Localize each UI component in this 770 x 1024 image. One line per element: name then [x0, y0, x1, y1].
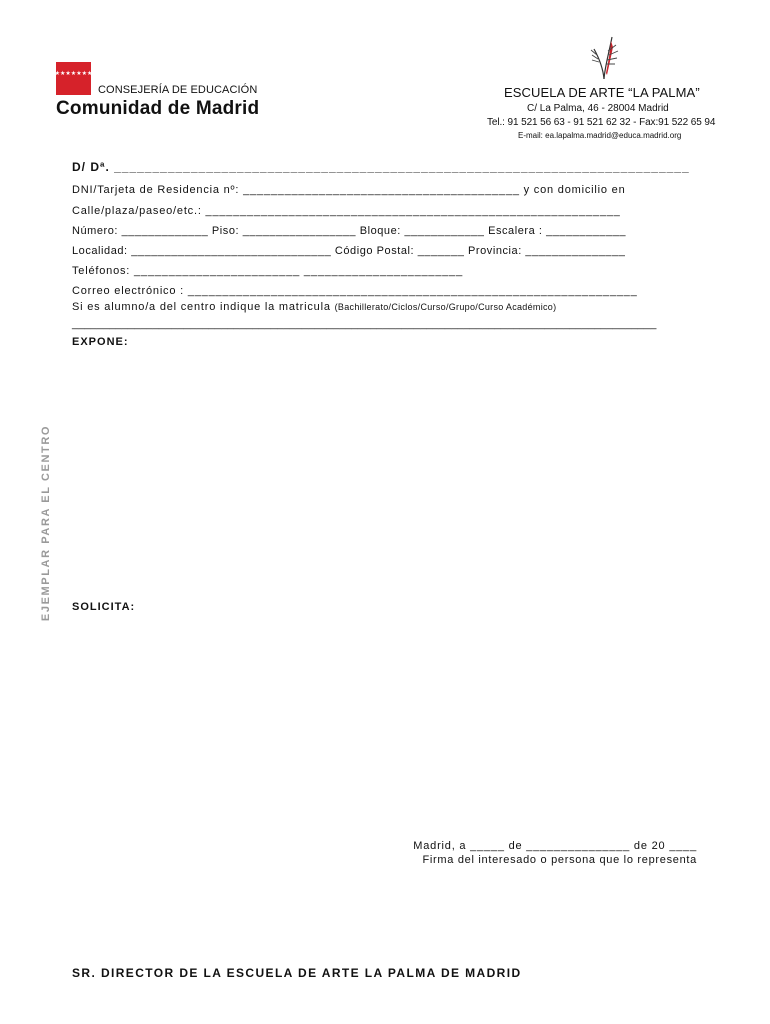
consejeria-label: CONSEJERÍA DE EDUCACIÓN: [98, 84, 258, 96]
number-floor-block-field[interactable]: Número: _____________ Piso: _________________ Bloque: ____________ Escalera : ____________: [72, 225, 627, 237]
expone-heading: EXPONE:: [72, 336, 129, 348]
email-field[interactable]: Correo electrónico : _________________________________________________________________: [72, 285, 638, 297]
signature-caption: Firma del interesado o persona que lo representa: [422, 854, 697, 866]
date-line[interactable]: Madrid, a _____ de _______________ de 20 ____: [413, 840, 697, 852]
school-email: E-mail: ea.lapalma.madrid@educa.madrid.org: [518, 131, 682, 140]
school-phones: Tel.: 91 521 56 63 - 91 521 62 32 - Fax:91 522 65 94: [487, 117, 716, 128]
locality-postal-province-field[interactable]: Localidad: ______________________________ Código Postal: _______ Provincia: _______________: [72, 245, 626, 257]
expone-text-area[interactable]: [72, 352, 696, 592]
student-question-text: Si es alumno/a del centro indique la matricula: [72, 301, 331, 313]
solicita-heading: SOLICITA:: [72, 601, 136, 613]
student-enrollment-field[interactable]: ______________________________________________________________________________________________: [72, 318, 657, 330]
palm-feather-logo: [584, 33, 624, 81]
student-question-note: (Bachillerato/Ciclos/Curso/Grupo/Curso Académico): [334, 302, 557, 312]
dni-field[interactable]: DNI/Tarjeta de Residencia nº: ________________________________________ y con domicilio en: [72, 184, 626, 196]
flag-stars: ★★★★★★★: [54, 71, 93, 77]
phones-field[interactable]: Teléfonos: ________________________ _______________________: [72, 265, 463, 277]
name-field[interactable]: D/ Dª. ___________________________________________________________________________: [72, 160, 690, 174]
addressee-footer: SR. DIRECTOR DE LA ESCUELA DE ARTE LA PALMA DE MADRID: [72, 966, 522, 980]
school-name: ESCUELA DE ARTE “LA PALMA”: [504, 85, 700, 100]
comunidad-title: Comunidad de Madrid: [56, 98, 260, 119]
student-question: [72, 301, 556, 313]
school-address: C/ La Palma, 46 - 28004 Madrid: [527, 103, 669, 114]
comunidad-madrid-flag-logo: [56, 62, 91, 95]
street-field[interactable]: Calle/plaza/paseo/etc.: ____________________________________________________________: [72, 205, 621, 217]
side-label: EJEMPLAR PARA EL CENTRO: [40, 424, 52, 622]
solicita-text-area[interactable]: [72, 617, 696, 827]
